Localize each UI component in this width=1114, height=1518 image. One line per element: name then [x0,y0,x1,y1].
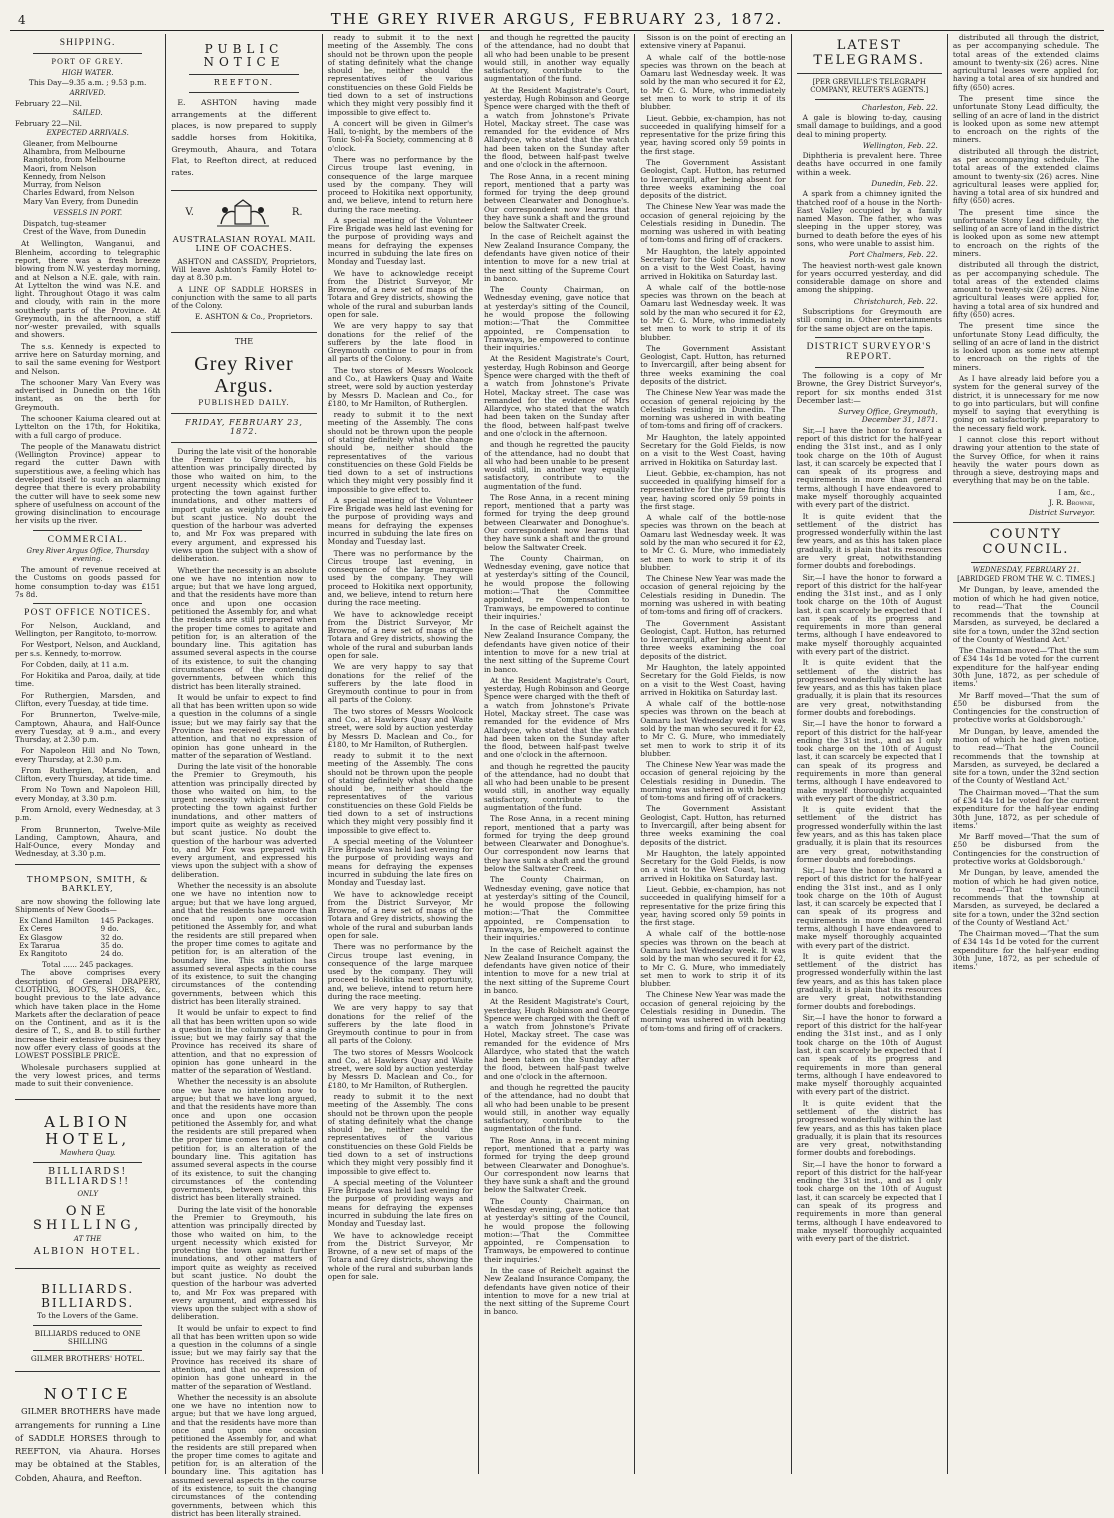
editorial-paragraph: During the late visit of the honorable the Premier to Greymouth, his attention was principally directed by those who waited on him, to the urgent necessity which existed for protecting the town against further inundations, and other matters of import quite as weighty as received but scant justice. No doubt the question of the harbour was adverted to, and Mr Fox was prepared with every argument, and expressed his views upon the subject with a show of deliberation. [171,1204,317,1322]
news-paragraph: Sisson is on the point of erecting an extensive vinery at Papanui. [640,33,786,51]
surveyor-paragraph: Sir,—I have the honor to forward a report of this district for the half-year ending the 31st inst., and as I only took charge on the 10th of August last, it can scarcely be expected that I can speak of its progress and requirements in more than general terms, although I have endeavored to make myself thoroughly acquainted with every part of the district. [796,425,942,510]
news-paragraph: Mr Haughton, the lately appointed Secretary for the Gold Fields, is now on a visit to the West Coast, having arrived in Hokitika on Saturday last. [640,662,786,697]
news-paragraph: A whale calf of the bottle-nose species was thrown on the beach at Oamaru last Wednesday week. It was sold by the man who secured it for £2, to Mr C. G. Mure, who immediately set men to work to strip it of its blubber. [640,52,786,112]
divider [33,530,142,531]
news-paragraph: The Rose Anna, in a recent mining report, mentioned that a party was formed for trying the deep ground between Clearwater and Donoghue's. Our correspondent now learns that they have sunk a shaft and the ground below the Saltwater Creek. [483,171,630,231]
telegram-place: Charleston, Feb. 22. [861,102,938,112]
goods-table [15,917,160,958]
surveyor-paragraph: As I have already laid before you a system for the general survey of the district, it is unnecessary for me now to go into particulars, but will confine myself to saying that everything is going on satisfactorily preparatory to the necessary field work. [952,373,1100,433]
billiards-line: BILLIARDS reduced to ONE SHILLING [34,1328,141,1346]
royal-mail-saddle: A LINE OF SADDLE HORSES in conjunction with the same to all parts of the Colony. [171,284,317,311]
shipping-paragraph: The schooner Mary Van Every was advertised in Dunedin on the 16th instant, as on the berth for Greymouth. [15,377,161,412]
news-paragraph: The Rose Anna, in a recent mining report, mentioned that a party was formed for trying the deep ground between Clearwater and Donoghue's. Our correspondent now learns that they have sunk a shaft and the ground below the Saltwater Creek. [483,1135,630,1195]
table-row: Ex Tararua 35 do. [19,940,124,950]
news-paragraph: The County Chairman, on Wednesday evening, gave notice that at yesterday's sitting of the Council, he would propose the following motion:—'That the Committee appointed, re Compensation to Tramways, be empowered to continue their inquiries.' [483,285,630,353]
news-paragraph: The Chinese New Year was made the occasion of general rejoicing by the Celestials residing in Dunedin. The morning was ushered in with beating of tom-toms and firing off of crackers. [640,990,786,1033]
telegram-text: The heaviest north-west gale known for years occurred yesterday, and did considerable damage on shore and among the shipping. [796,260,942,295]
public-notice-body: E. ASHTON having made arrangements at the different places, is now prepared to supply saddle horses from Hokitika, Greymouth, Ahaura, and Totara Flat, to Reefton direct, at reduced rates. [171,97,317,177]
news-paragraph: The two stores of Messrs Woolcock and Co., at Hawkers Quay and Waite street, were sold by auction yesterday by Messrs D. Maclean and Co., for £180, to Mr Hamilton, of Rutherglen. [327,365,473,408]
surveyor-paragraph: I cannot close this report without drawing your attention to the state of the Survey Office, for when it rains heavily the water pours down as through a sieve, destroying maps and everything that may be on the table. [952,434,1100,486]
surveyor-paragraph: Sir,—I have the honor to forward a report of this district for the half-year ending the 31st inst., and as I only took charge on the 10th of August last, it can scarcely be expected that I can speak of its progress and requirements in more than general terms, although I have endeavored to make myself thoroughly acquainted with every part of the district. [796,719,942,803]
news-paragraph: At the Resident Magistrate's Court, yesterday, Hugh Robinson and George Spence were charged with the theft of a watch from Johnstone's Private Hotel, Mackay street. The case was remanded for the evidence of Mrs Allardyce, who stated that the watch had been taken on the Sunday after the flood, between half-past twelve and one o'clock in the afternoon. [483,85,630,170]
telegram-place: Dunedin, Feb. 22. [871,179,938,188]
news-paragraph: A special meeting of the Volunteer Fire Brigade was held last evening for the purpose of providing ways and means for defraying the expenses incurred in subduing the late fires on Monday and Tuesday last. [327,215,473,267]
news-paragraph: ready to submit it to the next meeting of the Assembly. The cons should not be thrown upon the people of stating definitely what the change should be, neither should the representatives of the various constituencies on these Gold Fields be tied down to a set of instructions which they might very possibly find it impossible to give effect to. [327,410,473,494]
news-paragraph: There was no performance by the Circus troupe last evening, in consequence of the large marquee used by the company. They will proceed to Hokitika next opportunity, and, we believe, intend to return here during the race meeting. [327,548,473,608]
editorial-paragraph: During the late visit of the honorable the Premier to Greymouth, his attention was principally directed by those who waited on him, to the urgent necessity which existed for protecting the town against further inundations, and other matters of import quite as weighty as received but scant justice. No doubt the question of the harbour was adverted to, and Mr Fox was prepared with every argument, and expressed his views upon the subject with a show of deliberation. [171,762,317,879]
news-paragraph: We are very happy to say that donations for the relief of the sufferers by the late flood in Greymouth continue to pour in from all parts of the Colony. [327,662,473,705]
albion-title: ALBION HOTEL, [44,1113,132,1149]
albion-location: Mawhera Quay. [59,1148,116,1157]
shipping-paragraph: At Wellington, Wanganui, and Blenheim, according to telegraphic report, there was a fresh breeze blowing from N.W. yesterday morning, and at Nelson a N.E. gale, with rain. At Lyttelton the wind was N.E. and light. Throughout Otago it was calm and cloudy, with rain in the more southerly parts of the Province. At Greymouth, in the afternoon, a stiff nor'-wester prevailed, with squalls and showers. [15,239,161,340]
masthead [10,4,1104,31]
divider [189,74,298,75]
table-row: Ex Glasgow 32 do. [19,932,124,942]
editorial-paragraph: It would be unfair to expect to find all that has been written upon so wide a question in the columns of a single issue; but we may fairly say that the Province has received its share of attention, and that no expression of opinion has gone unheard in the matter of the separation of Westland. [171,692,317,760]
news-paragraph: We have to acknowledge receipt from the District Surveyor, Mr Browne, of a new set of maps of the Totara and Grey districts, showing the whole of the rural and suburban lands open for sale. [327,609,473,660]
telegram-text: Subscriptions for Greymouth are still coming in. Other entertainments for the same object are on the tapis. [796,306,942,333]
expected-label: EXPECTED ARRIVALS. [46,128,129,137]
post-item: For Westport, Nelson, and Auckland, per s.s. Kennedy, to-morrow. [15,640,161,658]
news-paragraph: In the case of Reichelt against the New Zealand Insurance Company, the defendants have given notice of their intention to move for a new trial at the next sitting of the Supreme Court in banco. [483,944,630,995]
surveyor-paragraph: Sir,—I have the honor to forward a report of this district for the half-year ending the 31st inst., and as I only took charge on the 10th of August last, it can scarcely be expected that I can speak of its progress and requirements in more than general terms, although I have endeavored to make myself thoroughly acquainted with every part of the district. [796,572,942,657]
surveyor-paragraph: The present time since the unfortunate Stony Lead difficulty, the selling of an acre of land in the district is looked upon as some new attempt to encroach on the rights of the miners. [952,93,1100,145]
surveyor-paragraph: Sir,—I have the honor to forward a report of this district for the half-year ending the 31st inst., and as I only took charge on the 10th of August last, it can scarcely be expected that I can speak of its progress and requirements in more than general terms, although I have endeavored to make myself thoroughly acquainted with every part of the district. [796,1159,942,1244]
post-item: For Hokitika and Paroa, daily, at tide time. [15,671,161,689]
list-item: Gleaner, from Melbourne [23,138,118,148]
list-item: Charles Edward, from Nelson [23,188,135,198]
news-paragraph: Mr Haughton, the lately appointed Secretary for the Gold Fields, is now on a visit to the West Coast, having arrived in Hokitika on Saturday last. [640,848,786,883]
royal-letter: R. [291,207,303,219]
page-number: 4 [18,13,26,27]
surveyor-paragraph: It is quite evident that the settlement of the district has progressed wonderfully within the last few years, and as this has taken place gradually, it is plain that its resources are very great, notwithstanding former doubts and forebodings. [796,1098,942,1158]
news-paragraph: We have to acknowledge receipt from the District Surveyor, Mr Browne, of a new set of maps of the Totara and Grey districts, showing the whole of the rural and suburban lands open for sale. [327,1230,473,1281]
surveyor-paragraph: It is quite evident that the settlement of the district has progressed wonderfully within the last few years, and as this has taken place gradually, it is plain that its resources are very great, notwithstanding former doubts and forebodings. [796,511,942,571]
news-paragraph: The County Chairman, on Wednesday evening, gave notice that at yesterday's sitting of the Council, he would propose the following motion:—'That the Committee appointed, re Compensation to Tramways, be empowered to continue their inquiries.' [483,1196,630,1264]
news-paragraph: and though he regretted the paucity of the attendance, had no doubt that all who had been unable to be present would still, in another way equally satisfactory, contribute to the augmentation of the fund. [483,33,630,84]
news-paragraph: We are very happy to say that donations for the relief of the sufferers by the late flood in Greymouth continue to pour in from all parts of the Colony. [327,1003,473,1046]
divider [15,1371,160,1372]
arrived-label: ARRIVED. [69,88,106,97]
news-paragraph: The two stores of Messrs Woolcock and Co., at Hawkers Quay and Waite street, were sold by auction yesterday by Messrs D. Maclean and Co., for £180, to Mr Hamilton, of Rutherglen. [327,1047,473,1090]
post-item: For Napoleon Hill and No Town, every Thursday, at 2.30 p.m. [15,746,161,764]
news-paragraph: The Chinese New Year was made the occasion of general rejoicing by the Celestials residing in Dunedin. The morning was ushered in with beating of tom-toms and firing off of crackers. [640,760,786,803]
news-paragraph: and though he regretted the paucity of the attendance, had no doubt that all who had been unable to be present would still, in another way equally satisfactory, contribute to the augmentation of the fund. [483,440,630,491]
news-paragraph: There was no performance by the Circus troupe last evening, in consequence of the large marquee used by the company. They will proceed to Hokitika next opportunity, and, we believe, intend to return here during the race meeting. [327,942,473,1001]
divider [171,332,316,333]
high-water: This Day—9.35 a.m. ; 9.53 p.m. [28,78,147,88]
post-item: For Nelson, Auckland, and Wellington, per Rangitoto, to-morrow. [15,620,161,638]
county-paragraph: The Chairman moved—'That the sum of £34 14s 1d be voted for the current expenditure for the half-year ending 30th June, 1872, as per schedule of items.' [952,787,1100,830]
in-port-label: VESSELS IN PORT. [53,208,123,217]
surveyor-office: Survey Office, Greymouth, December 31, 1871. [838,407,938,425]
surveyor-paragraph: It is quite evident that the settlement of the district has progressed wonderfully within the last few years, and as this has taken place gradually, it is plain that its resources are very great, notwithstanding former doubts and forebodings. [796,658,942,717]
divider [15,1268,160,1269]
news-paragraph: We have to acknowledge receipt from the District Surveyor, Mr Browne, of a new set of maps of the Totara and Grey districts, showing the whole of the rural and suburban lands open for sale. [327,268,473,319]
news-paragraph: There was no performance by the Circus troupe last evening, in consequence of the large marquee used by the company. They will proceed to Hokitika next opportunity, and, we believe, intend to return here during the race meeting. [327,154,473,214]
divider [33,1350,142,1351]
list-item: Dispatch, tug-steamer [23,218,107,228]
divider [815,99,924,100]
news-paragraph: The Chinese New Year was made the occasion of general rejoicing by the Celestials residing in Dunedin. The morning was ushered in with beating of tom-toms and firing off of crackers. [640,202,786,245]
news-paragraph: A whale calf of the bottle-nose species was thrown on the beach at Oamaru last Wednesday week. It was sold by the man who secured it for £2, to Mr C. G. Mure, who immediately set men to work to strip it of its blubber. [640,699,786,758]
list-item: Rangitoto, from Melbourne [23,155,126,165]
telegram-text: Diphtheria is prevalent here. Three deaths have occurred in one family within a week. [796,151,942,177]
editorial-paragraph: It would be unfair to expect to find all that has been written upon so wide a question in the columns of a single issue; but we may fairly say that the Province has received its share of attention, and that no expression of opinion has gone unheard in the matter of the separation of Westland. [171,1323,317,1391]
column-7 [948,34,1104,1474]
sailed-label: SAILED. [72,108,103,117]
commercial-heading: COMMERCIAL. [47,534,128,545]
shipping-paragraph: The s.s. Kennedy is expected to arrive here on Saturday morning, and to sail the same evening for Westport and Nelson. [15,341,161,376]
albion-advert [15,1105,160,1263]
list-item: Maori, from Nelson [23,163,97,173]
telegram-text: A spark from a chimney ignited the thatched roof of a house in the North-East Valley occupied by a family named Mason. The father, who was sleeping in the upper storey, was burned to death before the eyes of his sons, who were unable to assist him. [796,189,942,248]
post-item: From Brunnerton, Twelve-Mile Landing, Camptown, Ahaura, and Half-Ounce, every Monday and Wednesday, at 3.30 p.m. [15,824,161,859]
surveyor-heading: DISTRICT SURVEYOR'S REPORT. [806,341,932,363]
news-paragraph: Lieut. Gebbie, ex-champion, has not succeeded in qualifying himself for a representative for the prize firing this year, having scored only 59 points in the first stage. [640,885,786,928]
column-3 [323,34,479,1474]
divider [33,53,142,54]
news-paragraph: A special meeting of the Volunteer Fire Brigade was held last evening for the purpose of providing ways and means for defraying the expenses incurred in subduing the late fires on Monday and Tuesday last. [327,495,473,547]
news-paragraph: The Chinese New Year was made the occasion of general rejoicing by the Celestials residing in Dunedin. The morning was ushered in with beating of tom-toms and firing off of crackers. [640,574,786,617]
news-paragraph: ready to submit it to the next meeting of the Assembly. The cons should not be thrown upon the people of stating definitely what the change should be, neither should the representatives of the various constituencies on these Gold Fields be tied down to a set of instructions which they might very possibly find it impossible to give effect to. [327,1092,473,1176]
albion-line: ONLY [77,1190,98,1199]
divider [15,864,160,865]
divider [171,413,316,414]
post-item: For Ruthergien, Marsden, and Clifton, every Tuesday, at tide time. [15,690,161,708]
news-paragraph: ready to submit it to the next meeting of the Assembly. The cons should not be thrown upon the people of stating definitely what the change should be, neither should the representatives of the various constituencies on these Gold Fields be tied down to a set of instructions which they might very possibly find it impossible to give effect to. [327,751,473,835]
commercial-sub: Grey River Argus Office, Thursday evening. [26,547,149,564]
surveyor-sign: District Surveyor. [1029,508,1096,518]
editorial-paragraph: It would be unfair to expect to find all that has been written upon so wide a question in the columns of a single issue; but we may fairly say that the Province has received its share of attention, and that no expression of opinion has gone unheard in the matter of the separation of Westland. [171,1008,317,1076]
county-abridged: [ABRIDGED FROM THE W. C. TIMES.] [957,575,1095,584]
divider [33,1325,142,1326]
column-5 [635,34,791,1474]
albion-line: BILLIARDS! BILLIARDS!! [45,1165,131,1188]
news-paragraph: The County Chairman, on Wednesday evening, gave notice that at yesterday's sitting of the Council, he would propose the following motion:—'That the Committee appointed, re Compensation to Tramways, be empowered to continue their inquiries.' [483,875,630,943]
surveyor-intro: The following is a copy of Mr Browne, the Grey District Surveyor's, report for six months ended 31st December last:— [796,371,942,405]
telegram-place: Christchurch, Feb. 22. [853,296,938,306]
divider [171,442,316,443]
telegram-text: A gale is blowing to-day, causing small damage to buildings, and a good deal to mining property. [796,113,942,139]
divider [815,367,924,368]
shipping-heading: SHIPPING. [59,38,116,48]
column-2 [166,34,322,1518]
county-paragraph: Mr Barff moved—'That the sum of £50 be disbursed from the Contingencies for the construction of protective works at Goldsborough.' [952,690,1100,725]
county-paragraph: Mr Dungan, by leave, amended the motion of which he had given notice, to read—'That the Council recommends that the township at Marsden, as surveyed, be declared a site for a town, under the 32nd section of the County of Westland Act.' [952,868,1100,927]
surveyor-paragraph: The present time since the unfortunate Stony Lead difficulty, the selling of an acre of land in the district is looked upon as some new attempt to encroach on the rights of the miners. [952,321,1100,372]
news-paragraph: A whale calf of the bottle-nose species was thrown on the beach at Oamaru last Wednesday week. It was sold by the man who secured it for £2, to Mr C. G. Mure, who immediately set men to work to strip it of its blubber. [640,513,786,572]
albion-line: ONE SHILLING, [33,1203,143,1234]
billiards-line: To the Lovers of the Game. [37,1311,139,1321]
news-paragraph: At the Resident Magistrate's Court, yesterday, Hugh Robinson and George Spence were charged with the theft of a watch from Johnstone's Private Hotel, Mackay street. The case was remanded for the evidence of Mrs Allardyce, who stated that the watch had been taken on the Sunday after the flood, between half-past twelve and one o'clock in the afternoon. [483,675,630,760]
news-paragraph: We are very happy to say that donations for the relief of the sufferers by the late flood in Greymouth continue to pour in from all parts of the Colony. [327,321,473,364]
notice-advert [15,1377,160,1490]
surveyor-paragraph: Sir,—I have the honor to forward a report of this district for the half-year ending the 31st inst., and as I only took charge on the 10th of August last, it can scarcely be expected that I can speak of its progress and requirements in more than general terms, although I have endeavored to make myself thoroughly acquainted with every part of the district. [796,1012,942,1097]
telegram-place: Port Chalmers, Feb. 22. [849,250,938,260]
list-item: Mary Van Every, from Dunedin [23,196,139,206]
thompson-heading: THOMPSON, SMITH, & BARKLEY, [26,874,149,895]
editorial-paragraph: Whether the necessity is an absolute one we have no intention now to argue; but that we have long argued, and that the residents have more than once and upon one occasion petitioned the Assembly for, and what the residents are still prepared when the proper time comes to agitate and petition for, is an alteration of the boundary line. This agitation has assumed several aspects in the course of its existence, to suit the changing circumstances of the contending governments, between which this district has been literally strained. [171,881,317,1006]
royal-arms-icon [213,196,273,230]
news-paragraph: In the case of Reichelt against the New Zealand Insurance Company, the defendants have given notice of their intention to move for a new trial at the next sitting of the Supreme Court in banco. [483,1265,630,1317]
paper-date: FRIDAY, FEBRUARY 23, 1872. [185,417,303,436]
news-paragraph: A special meeting of the Volunteer Fire Brigade was held last evening for the purpose of providing ways and means for defraying the expenses incurred in subduing the late fires on Monday and Tuesday last. [327,836,473,888]
news-paragraph: In the case of Reichelt against the New Zealand Insurance Company, the defendants have given notice of their intention to move for a new trial at the next sitting of the Supreme Court in banco. [483,623,630,674]
news-paragraph: The Chinese New Year was made the occasion of general rejoicing by the Celestials residing in Dunedin. The morning was ushered in with beating of tom-toms and firing off of crackers. [640,388,786,431]
list-item: Crest of the Wave, from Dunedin [23,227,147,237]
editorial-paragraph: Whether the necessity is an absolute one we have no intention now to argue; but that we have long argued, and that the residents have more than once and upon one occasion petitioned the Assembly for, and what the residents are still prepared when the proper time comes to agitate and petition for, is an alteration of the boundary line. This agitation has assumed several aspects in the course of its existence, to suit the changing circumstances of the contending governments, between which this district has been literally strained. [171,1392,317,1518]
news-paragraph: The Government Assistant Geologist, Capt. Hutton, has returned to Invercargill, after being absent for three weeks examining the coal deposits of the district. [640,157,786,201]
column-1 [10,34,166,1483]
thompson-wholesale: Wholesale purchasers supplied at the very lowest prices, and terms made to suit their convenience. [15,1062,161,1089]
news-paragraph: We have to acknowledge receipt from the District Surveyor, Mr Browne, of a new set of maps of the Totara and Grey districts, showing the whole of the rural and suburban lands open for sale. [327,889,473,940]
port-heading: PORT OF GREY. [51,56,124,66]
divider [171,190,316,191]
paper-the: THE [234,336,254,346]
surveyor-paragraph: distributed all through the district, as per accompanying schedule. The total areas of the extended claims amount to twenty-six (26) acres. Nine agricultural leases were applied for, having a total area of six hundred and fifty (650) acres. [952,260,1100,319]
news-paragraph: A whale calf of the bottle-nose species was thrown on the beach at Oamaru last Wednesday week. It was sold by the man who secured it for £2, to Mr C. G. Mure, who immediately set men to work to strip it of its blubber. [640,929,786,989]
paper-published: PUBLISHED DAILY. [198,398,290,408]
news-paragraph: The Rose Anna, in a recent mining report, mentioned that a party was formed for trying the deep ground between Clearwater and Donoghue's. Our correspondent now learns that they have sunk a shaft and the ground below the Saltwater Creek. [483,814,630,873]
list-item: Murray, from Nelson [23,180,101,190]
divider [971,562,1081,563]
divider [953,522,1099,523]
notice-body: GILMER BROTHERS have made arrangements for running a Line of SADDLE HORSES through to REEFTON, via Ahaura. Horses may be obtained at the Stables, Cobden, Ahaura, and Reefton. [15,1406,161,1483]
post-item: From Ruthergien, Marsden, and Clifton, every Thursday, at tide time. [15,765,161,784]
royal-mail-advert [171,230,316,327]
news-paragraph: Mr Haughton, the lately appointed Secretary for the Gold Fields, is now on a visit to the West Coast, having arrived in Hokitika on Saturday last. [640,246,786,281]
news-paragraph: Lieut. Gebbie, ex-champion, has not succeeded in qualifying himself for a representative for the prize firing this year, having scored only 59 points in the first stage. [640,468,786,511]
divider [189,92,298,93]
page-title: THE GREY RIVER ARGUS, FEBRUARY 23, 1872. [330,10,784,28]
public-notice-title: PUBLIC NOTICE [203,42,285,70]
surveyor-paragraph: It is quite evident that the settlement of the district has progressed wonderfully within the last few years, and as this has taken place gradually, it is plain that its resources are very great, notwithstanding former doubts and forebodings. [796,805,942,864]
divider [815,337,924,338]
goods-total: Total ...... 245 packages. [42,960,134,970]
table-row: Ex Cland Hamilton 145 Packages. [19,916,154,926]
albion-line: ALBION HOTEL. [33,1245,142,1257]
news-paragraph: At the Resident Magistrate's Court, yesterday, Hugh Robinson and George Spence were charged with the theft of a watch from Johnstone's Private Hotel, Mackay street. The case was remanded for the evidence of Mrs Allardyce, who stated that the watch had been taken on the Sunday after the flood, between half-past twelve and one o'clock in the afternoon. [483,354,630,438]
royal-letter: V. [185,207,194,219]
high-water-label: HIGH WATER. [61,68,114,77]
thompson-intro: are now showing the following late Shipments of New Goods— [15,896,161,915]
in-port-list [23,220,160,237]
telegrams-heading: LATEST TELEGRAMS. [813,38,926,68]
thompson-advert [15,870,160,1095]
post-heading: POST OFFICE NOTICES. [24,608,152,619]
county-paragraph: Mr Dungan, by leave, amended the motion of which he had given notice, to read—'That the Council recommends that the township at Marsden, as surveyed, be declared a site for a town, under the 32nd section of the County of Westland Act.' [952,726,1100,786]
billiards-title: BILLIARDS. BILLIARDS. [41,1282,135,1310]
news-paragraph: and though he regretted the paucity of the attendance, had no doubt that all who had been unable to be present would still, in another way equally satisfactory, contribute to the augmentation of the fund. [483,761,630,813]
public-notice-advert [171,34,316,185]
divider [33,603,142,604]
surveyor-sign: J. R. Browne, [1048,497,1096,507]
county-paragraph: Mr Dungan, by leave, amended the motion of which he had given notice, to read—'That the Council recommends that the township at Marsden, as surveyed, be declared a site for a town, under the 32nd section of the County of Westland Act.' [952,585,1100,644]
editorial-paragraph: Whether the necessity is an absolute one we have no intention now to argue; but that we have long argued, and that the residents have more than once and upon one occasion petitioned the Assembly for, and what the residents are still prepared when the proper time comes to agitate and petition for, is an alteration of the boundary line. This agitation has assumed several aspects in the course of its existence, to suit the changing circumstances of the contending governments, between which this district has been literally strained. [171,1077,317,1203]
royal-mail-sign: E. ASHTON & Co., Proprietors. [194,312,313,322]
news-paragraph: The Rose Anna, in a recent mining report, mentioned that a party was formed for trying the deep ground between Clearwater and Donoghue's. Our correspondent now learns that they have sunk a shaft and the ground below the Saltwater Creek. [483,492,630,552]
shipping-paragraph: The people of the Manawatu district (Wellington Province) appear to regard the cutter Dawn with superstitious awe, a feeling which has developed itself to such an alarming degree that there is every probability the cutter will have to seek some new sphere of usefulness on account of the growing disinclination to encourage her visits up the river. [15,441,161,526]
albion-line: AT THE [73,1234,102,1243]
royal-mail-title: AUSTRALASIAN ROYAL MAIL LINE OF COACHES. [172,234,316,255]
post-item: For Cobden, daily, at 11 a.m. [21,659,129,669]
surveyor-paragraph: Sir,—I have the honor to forward a report of this district for the half-year ending the 31st inst., and as I only took charge on the 10th of August last, it can scarcely be expected that I can speak of its progress and requirements in more than general terms, although I have endeavored to make myself thoroughly acquainted with every part of the district. [796,866,942,950]
news-paragraph: At the Resident Magistrate's Court, yesterday, Hugh Robinson and George Spence were charged with the theft of a watch from Johnstone's Private Hotel, Mackay street. The case was remanded for the evidence of Mrs Allardyce, who stated that the watch had been taken on the Sunday after the flood, between half-past twelve and one o'clock in the afternoon. [483,997,630,1081]
surveyor-paragraph: The present time since the unfortunate Stony Lead difficulty, the selling of an acre of land in the district is looked upon as some new attempt to encroach on the rights of the miners. [952,207,1100,259]
column-6 [792,34,948,1474]
shipping-paragraph: The schooner Kaiuma cleared out at Lyttelton on the 17th, for Hokitika, with a full cargo of produce. [15,414,161,440]
thompson-body: The above comprises every description of General DRAPERY, CLOTHING, BOOTS, SHOES, &c., bought previous to the late advance which have taken place in the Home Markets after the declaration of peace on the Continent, and as it is the desire of T., S., and B. to still further increase their extensive business they now offer every class of goods at the LOWEST POSSIBLE PRICE. [15,968,161,1061]
news-paragraph: The Government Assistant Geologist, Capt. Hutton, has returned to Invercargill, after being absent for three weeks examining the coal deposits of the district. [640,618,786,661]
news-paragraph: ready to submit it to the next meeting of the Assembly. The cons should not be thrown upon the people of stating definitely what the change should be, neither should the representatives of the various constituencies on these Gold Fields be tied down to a set of instructions which they might very possibly find it impossible to give effect to. [327,33,473,117]
editorial-paragraph: During the late visit of the honorable the Premier to Greymouth, his attention was principally directed by those who waited on him, to the urgent necessity which existed for protecting the town against further inundations, and other matters of import quite as weighty as received but scant justice. No doubt the question of the harbour was adverted to, and Mr Fox was prepared with every argument, and expressed his views upon the subject with a show of deliberation. [171,446,317,564]
billiards-line: GILMER BROTHERS' HOTEL. [30,1354,145,1364]
news-paragraph: The Government Assistant Geologist, Capt. Hutton, has returned to Invercargill, after being absent for three weeks examining the coal deposits of the district. [640,343,786,386]
news-paragraph: and though he regretted the paucity of the attendance, had no doubt that all who had been unable to be present would still, in another way equally satisfactory, contribute to the augmentation of the fund. [483,1083,630,1134]
news-paragraph: The two stores of Messrs Woolcock and Co., at Hawkers Quay and Waite street, were sold by auction yesterday by Messrs D. Maclean and Co., for £180, to Mr Hamilton, of Rutherglen. [327,706,473,749]
county-paragraph: Mr Barff moved—'That the sum of £50 be disbursed from the Contingencies for the construction of protective works at Goldsborough.' [952,832,1100,866]
news-paragraph: A concert will be given in Gilmer's Hall, to-night, by the members of the Tonic Sol-Fa Society, commencing at 8 o'clock. [327,118,473,153]
sailed: February 22—Nil. [15,118,82,128]
notice-title: NOTICE [43,1385,132,1404]
county-paragraph: The Chairman moved—'That the sum of £34 14s 1d be voted for the current expenditure for the half-year ending 30th June, 1872, as per schedule of items.' [952,929,1100,972]
county-heading: COUNTY COUNCIL. [982,527,1070,558]
news-paragraph: The County Chairman, on Wednesday evening, gave notice that at yesterday's sitting of the Council, he would propose the following motion:—'That the Committee appointed, re Compensation to Tramways, be empowered to continue their inquiries.' [483,553,630,621]
table-row: Ex Rangitoto 24 do. [19,949,124,958]
surveyor-sign: I am, &c., [1058,487,1096,497]
news-paragraph: The Government Assistant Geologist, Capt. Hutton, has returned to Invercargill, after being absent for three weeks examining the coal deposits of the district. [640,804,786,847]
telegram-place: Wellington, Feb. 22. [862,140,938,150]
post-item: For Brunnerton, Twelve-mile, Camptown, Ahaura, and Half-Ounce every Tuesday, at 9 a.m., and every Thursday, at 2.30 p.m. [15,710,161,745]
arrived: February 22—Nil. [15,98,82,108]
surveyor-paragraph: distributed all through the district, as per accompanying schedule. The total areas of the extended claims amount to twenty-six (26) acres. Nine agricultural leases were applied for, having a total area of six hundred and fifty (650) acres. [952,146,1100,206]
commercial-paragraph: The amount of revenue received at the Customs on goods passed for home consumption to-day was £151 7s 8d. [15,564,161,599]
news-paragraph: A whale calf of the bottle-nose species was thrown on the beach at Oamaru last Wednesday week. It was sold by the man who secured it for £2, to Mr C. G. Mure, who immediately set men to work to strip it of its blubber. [640,282,786,342]
news-paragraph: In the case of Reichelt against the New Zealand Insurance Company, the defendants have given notice of their intention to move for a new trial at the next sitting of the Supreme Court in banco. [483,232,630,283]
list-item: Alhambra, from Melbourne [23,147,126,157]
telegrams-sub: [PER GREVILLE'S TELEGRAPH COMPANY, REUTER'S AGENTS.] [810,78,929,94]
billiards-advert [15,1274,160,1366]
news-paragraph: A special meeting of the Volunteer Fire Brigade was held last evening for the purpose of providing ways and means for defraying the expenses incurred in subduing the late fires on Monday and Tuesday last. [327,1177,473,1229]
post-item: From No Town and Napoleon Hill, every Monday, at 3.30 p.m. [15,785,161,803]
news-paragraph: Mr Haughton, the lately appointed Secretary for the Gold Fields, is now on a visit to the West Coast, having arrived in Hokitika on Saturday last. [640,432,786,467]
county-paragraph: The Chairman moved—'That the sum of £34 14s 1d be voted for the current expenditure for the half-year ending 30th June, 1872, as per schedule of items.' [952,646,1100,689]
royal-arms-row [171,196,316,230]
divider [15,1099,160,1100]
list-item: Kennedy, from Nelson [23,171,106,181]
table-row: Ex Ceres 9 do. [19,924,119,934]
post-item: From Arnold, every Wednesday, at 3 p.m. [15,805,161,823]
divider [797,73,942,74]
divider [33,1162,142,1163]
public-notice-place: REEFTON. [213,77,275,87]
editorial-paragraph: Whether the necessity is an absolute one we have no intention now to argue; but that we have long argued, and that the residents have more than once and upon one occasion petitioned the Assembly for, and what the residents are still prepared when the proper time comes to agitate and petition for, is an alteration of the boundary line. This agitation has assumed several aspects in the course of its existence, to suit the changing circumstances of the contending governments, between which this district has been literally strained. [171,565,317,691]
paper-name: Grey River Argus. [194,352,294,397]
expected-list [23,140,160,206]
surveyor-paragraph: It is quite evident that the settlement of the district has progressed wonderfully within the last few years, and as this has taken place gradually, it is plain that its resources are very great, notwithstanding former doubts and forebodings. [796,951,942,1011]
royal-mail-body: ASHTON and CASSIDY, Proprietors, Will leave Ashton's Family Hotel to-day at 8.30 p.m. [171,256,317,283]
column-4 [479,34,635,1474]
news-paragraph: Lieut. Gebbie, ex-champion, has not succeeded in qualifying himself for a representative for the prize firing this year, having scored only 59 points in the first stage. [640,113,786,156]
surveyor-paragraph: distributed all through the district, as per accompanying schedule. The total areas of the extended claims amount to twenty-six (26) acres. Nine agricultural leases were applied for, having a total area of six hundred and fifty (650) acres. [952,33,1100,92]
county-date: WEDNESDAY, FEBRUARY 21. [972,565,1080,574]
